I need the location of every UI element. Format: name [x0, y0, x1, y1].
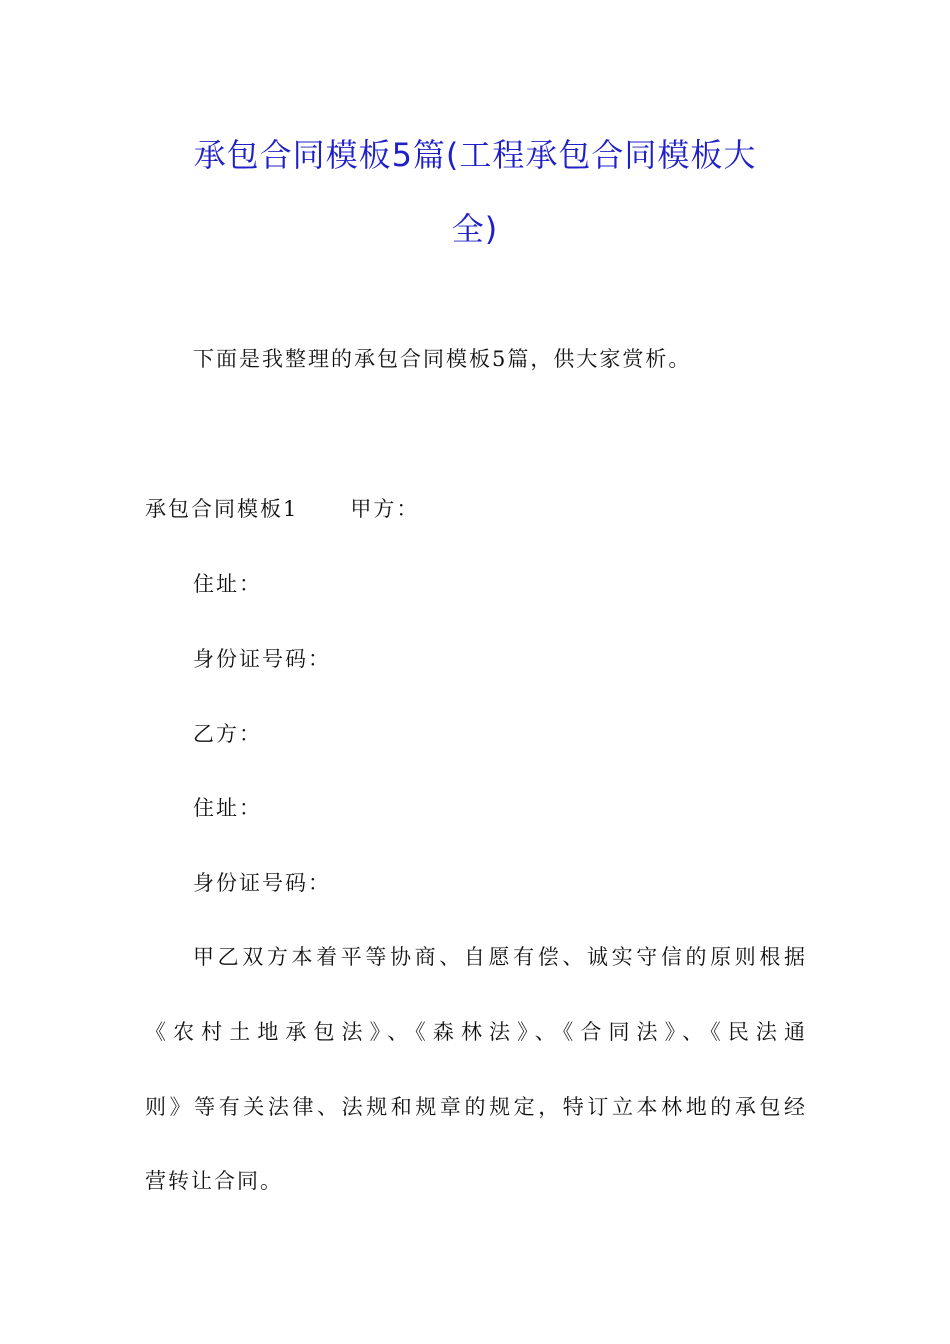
body-paragraph-line-3: 则》等有关法律、法规和规章的规定，特订立本林地的承包经	[145, 1095, 805, 1119]
title-line-1: 承包合同模板5篇(工程承包合同模板大	[193, 136, 757, 174]
party-b-label: 乙方：	[193, 722, 262, 746]
intro-paragraph: 下面是我整理的承包合同模板5篇，供大家赏析。	[193, 347, 692, 371]
body-paragraph-line-4: 营转让合同。	[145, 1169, 283, 1193]
body-paragraph-line-1: 甲乙双方本着平等协商、自愿有偿、诚实守信的原则根据	[193, 945, 805, 969]
party-a-label: 甲方：	[350, 497, 420, 521]
title-line-2: 全)	[451, 210, 499, 248]
party-a-address: 住址：	[193, 572, 262, 596]
section-heading: 承包合同模板1	[145, 497, 299, 521]
body-paragraph-line-2: 《农村土地承包法》、《森林法》、《合同法》、《民法通	[145, 1020, 805, 1044]
party-b-address: 住址：	[193, 796, 262, 820]
party-b-id: 身份证号码：	[193, 871, 331, 895]
document-title	[145, 118, 805, 266]
party-a-id: 身份证号码：	[193, 647, 331, 671]
section-heading-row	[145, 494, 419, 524]
